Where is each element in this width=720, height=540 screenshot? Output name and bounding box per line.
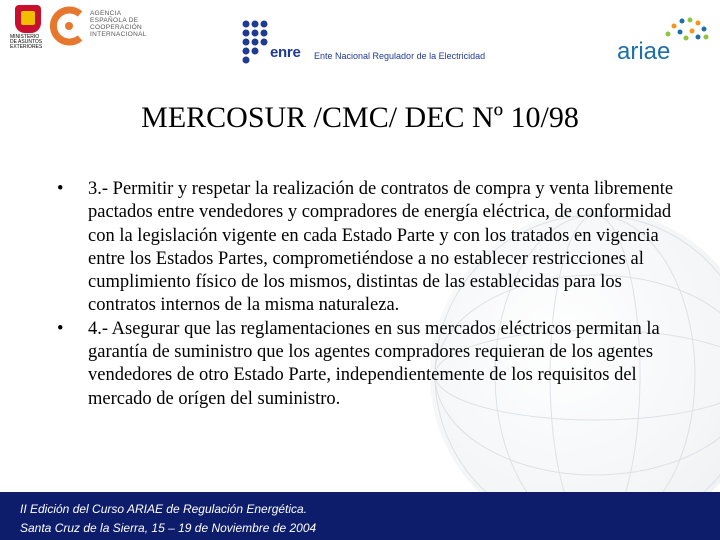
- enre-logo-word: enre: [270, 44, 301, 61]
- enre-logo-subtitle: Ente Nacional Regulador de la Electricidad: [314, 51, 486, 61]
- footer-location-date: Santa Cruz de la Sierra, 15 – 19 de Noviembre de 2004: [20, 521, 317, 535]
- ariae-logo-word: ariae: [617, 38, 671, 65]
- bullet-text: 4.- Asegurar que las reglamentaciones en sus mercados eléctricos permitan la garantía de suministro que los agentes compradores requieran de los agentes vendedores de otro Estado Parte, independientemente de los requisitos del mercado de orígen del suministro.: [88, 318, 660, 409]
- bullet-item: [57, 178, 687, 318]
- aeci-logo-icon: [50, 6, 88, 46]
- ariae-dots-icon: [664, 16, 710, 42]
- aeci-logo-text: AGENCIA ESPAÑOLA DE COOPERACIÓN INTERNACIONAL: [90, 10, 147, 38]
- footer-bar: [0, 492, 720, 540]
- bullet-marker: •: [57, 179, 64, 199]
- coat-of-arms-icon: [15, 5, 41, 33]
- header: [0, 0, 720, 75]
- footer-course-title: II Edición del Curso ARIAE de Regulación Energética.: [20, 502, 308, 516]
- bullet-marker: •: [57, 318, 64, 339]
- enre-dots-icon: [242, 20, 268, 64]
- spain-logo-text: MINISTERIO DE ASUNTOS EXTERIORES: [10, 34, 43, 50]
- bullet-text: 3.- Permitir y respetar la realización de contratos de compra y venta libremente pactados entre vendedores y compradores de energía eléctrica, de conformidad con la legislación vigente en cada Estado Parte y con los tratados en vigencia entre los Estados Partes, comprometiéndose a no establecer restricciones al cumplimiento físico de los mismos, distintas de las establecidas para los contratos internos de la misma naturaleza.: [88, 179, 674, 316]
- slide-title: MERCOSUR /CMC/ DEC Nº 10/98: [141, 101, 579, 134]
- spain-government-logo: [10, 5, 46, 51]
- bullet-list: [57, 178, 687, 411]
- bullet-item: [57, 318, 687, 411]
